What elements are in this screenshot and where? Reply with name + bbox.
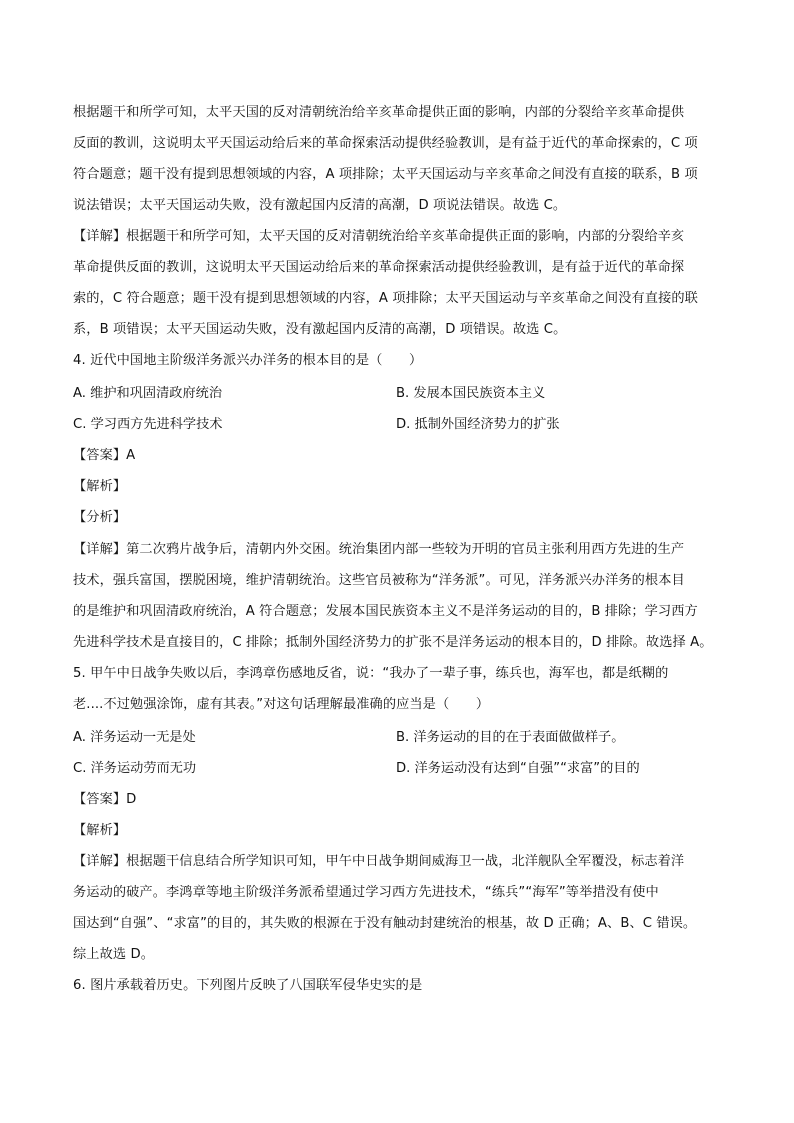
option-c: C. 学习西方先进科学技术 [73,417,223,432]
fenxi-label: 【分析】 [73,510,127,525]
text-line: 技术，强兵富国，摆脱困境，维护清朝统治。这些官员被称为“洋务派”。可见，洋务派兴办洋务的根本目 [73,573,685,588]
analysis-label: 【解析】 [73,479,127,494]
question-stem: 6. 图片承载着历史。下列图片反映了八国联军侵华史实的是 [73,978,423,993]
text-line: 【详解】第二次鸦片战争后，清朝内外交困。统治集团内部一些较为开明的官员主张利用西方先进的生产 [73,542,685,557]
option-a: A. 洋务运动一无是处 [73,730,196,745]
text-line: 说法错误；太平天国运动失败，没有激起国内反清的高潮，D 项说法错误。故选 C。 [73,198,567,213]
option-a: A. 维护和巩固清政府统治 [73,386,223,401]
question-stem: 4. 近代中国地主阶级洋务派兴办洋务的根本目的是（ ） [73,353,423,368]
text-line: 【详解】根据题干信息结合所学知识可知，甲午中日战争期间威海卫一战，北洋舰队全军覆没，标志着洋 [73,854,685,869]
question-stem: 5. 甲午中日战争失败以后，李鸿章伤感地反省，说：“我办了一辈子事，练兵也，海军也，都是纸糊的 [73,666,669,681]
text-line: 符合题意；题干没有提到思想领域的内容，A 项排除；太平天国运动与辛亥革命之间没有直接的联系，B 项 [73,167,698,182]
option-d: D. 洋务运动没有达到“自强”“求富”的目的 [396,761,640,776]
text-line: 根据题干和所学可知，太平天国的反对清朝统治给辛亥革命提供正面的影响，内部的分裂给辛亥革命提供 [73,105,685,120]
text-line: 系，B 项错误；太平天国运动失败，没有激起国内反清的高潮，D 项错误。故选 C。 [73,322,567,337]
text-line: 务运动的破产。李鸿章等地主阶级洋务派希望通过学习西方先进技术，“练兵”“海军”等举措没有使中 [73,885,659,900]
text-line: 先进科学技术是直接目的，C 排除；抵制外国经济势力的扩张不是洋务运动的根本目的，D 排除。故选择 A。 [73,635,713,650]
option-b: B. 洋务运动的目的在于表面做做样子。 [396,730,625,745]
text-line: 索的，C 符合题意；题干没有提到思想领域的内容，A 项排除；太平天国运动与辛亥革命之间没有直接的联 [73,291,698,306]
option-d: D. 抵制外国经济势力的扩张 [396,417,560,432]
text-line: 反面的教训，这说明太平天国运动给后来的革命探索活动提供经验教训，是有益于近代的革命探索的，C 项 [73,136,698,151]
option-c: C. 洋务运动劳而无功 [73,761,197,776]
answer-label: 【答案】A [73,448,136,463]
text-line: 革命提供反面的教训，这说明太平天国运动给后来的革命探索活动提供经验教训，是有益于近代的革命探 [73,260,685,275]
text-line: 【详解】根据题干和所学可知，太平天国的反对清朝统治给辛亥革命提供正面的影响，内部的分裂给辛亥 [73,229,685,244]
option-b: B. 发展本国民族资本主义 [396,386,546,401]
answer-label: 【答案】D [73,792,137,807]
question-stem: 老....不过勉强涂饰，虚有其表。”对这句话理解最准确的应当是（ ） [73,697,490,712]
text-line: 国达到“自强”、“求富”的目的，其失败的根源在于没有触动封建统治的根基，故 D 正确；A、B、C 错误。 [73,916,697,931]
text-line: 综上故选 D。 [73,947,154,962]
text-line: 的是维护和巩固清政府统治，A 符合题意；发展本国民族资本主义不是洋务运动的目的，B 排除；学习西方 [73,604,698,619]
analysis-label: 【解析】 [73,823,127,838]
